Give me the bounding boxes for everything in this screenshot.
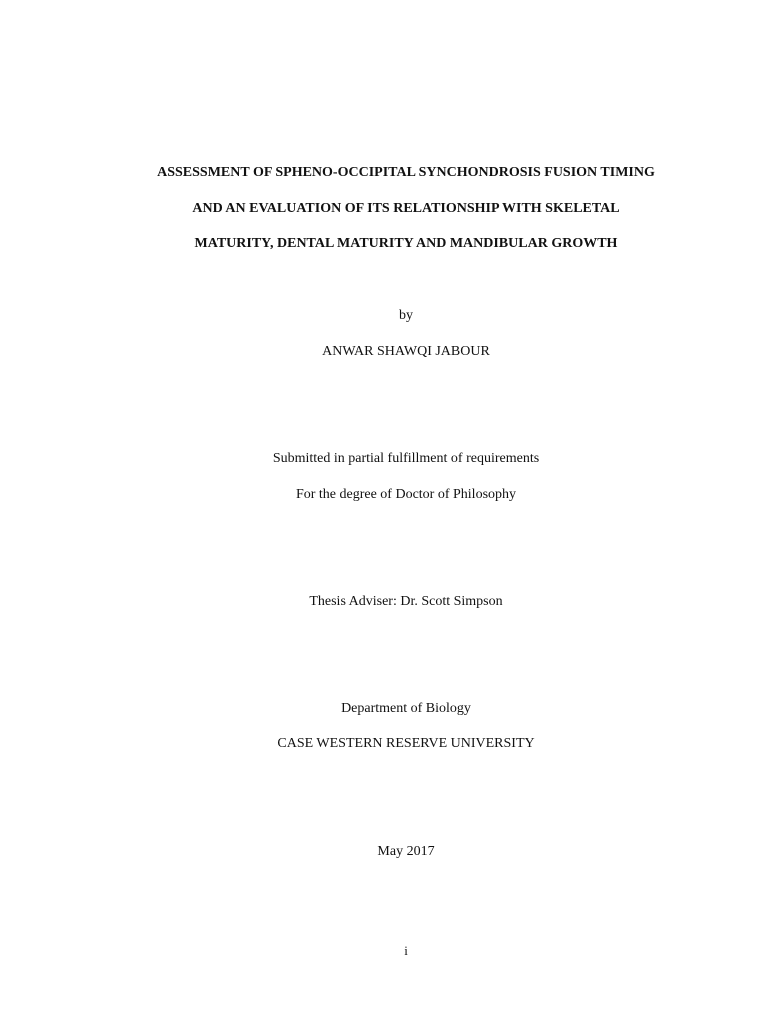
thesis-adviser: Thesis Adviser: Dr. Scott Simpson — [309, 594, 503, 609]
author-name: ANWAR SHAWQI JABOUR — [322, 344, 490, 359]
submission-statement: Submitted in partial fulfillment of requirements — [272, 451, 540, 466]
thesis-title-line-2: AND AN EVALUATION OF ITS RELATIONSHIP WITH SKELETAL — [192, 201, 620, 216]
department-name: Department of Biology — [341, 701, 471, 716]
thesis-title-line-1: ASSESSMENT OF SPHENO-OCCIPITAL SYNCHONDROSIS FUSION TIMING — [157, 165, 655, 180]
degree-statement: For the degree of Doctor of Philosophy — [295, 487, 517, 502]
byline-by: by — [399, 308, 413, 323]
submission-date: May 2017 — [377, 844, 435, 859]
thesis-title-line-3: MATURITY, DENTAL MATURITY AND MANDIBULAR GROWTH — [194, 236, 618, 251]
university-name: CASE WESTERN RESERVE UNIVERSITY — [277, 736, 535, 751]
page-number: i — [404, 943, 408, 958]
